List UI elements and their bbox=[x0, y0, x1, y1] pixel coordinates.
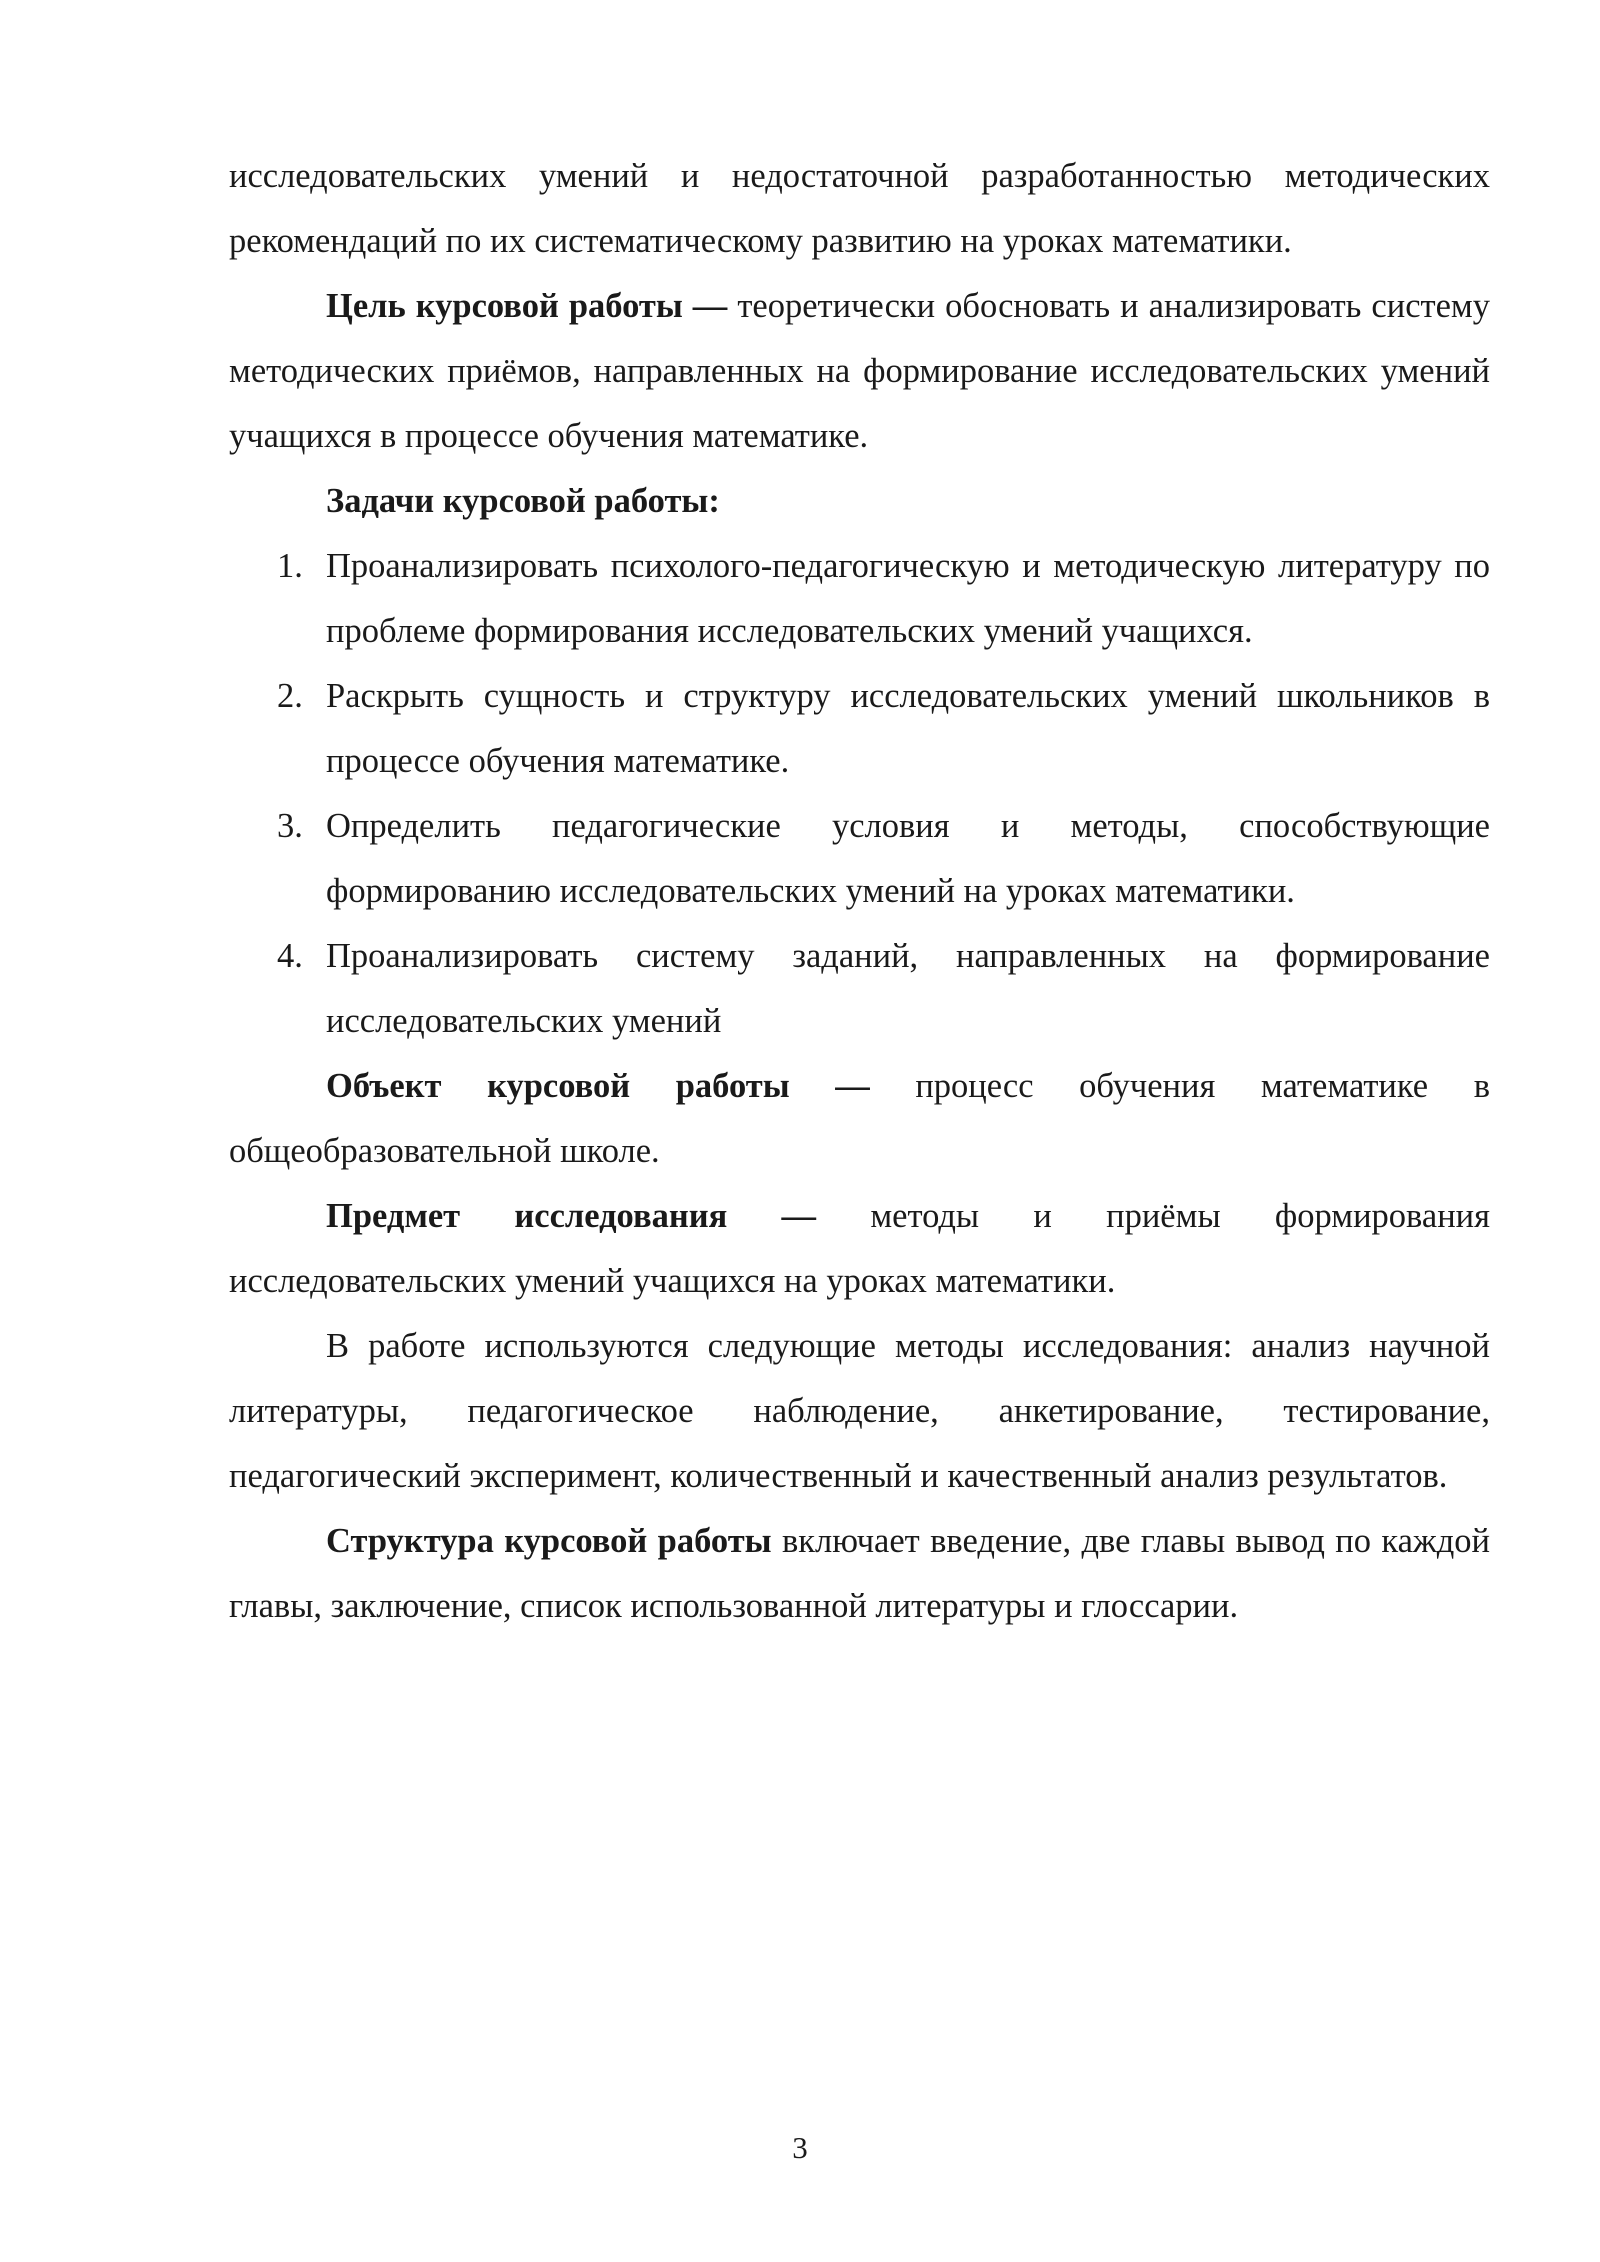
structure-label: Структура курсовой работы bbox=[326, 1522, 772, 1560]
list-item-text: Определить педагогические условия и методы, способствующие формированию исследовательских умений на уроках математики. bbox=[326, 807, 1490, 910]
list-item bbox=[229, 794, 1490, 924]
goal-label: Цель курсовой работы — bbox=[326, 287, 728, 325]
subject-label: Предмет исследования — bbox=[326, 1197, 817, 1235]
list-item bbox=[229, 924, 1490, 1054]
list-item-number: 2. bbox=[277, 677, 303, 715]
intro-continuation-paragraph: исследовательских умений и недостаточной разработанностью методических рекомендаций по их систематическому развитию на уроках математики. bbox=[229, 157, 1490, 260]
list-item bbox=[229, 664, 1490, 794]
page-body bbox=[229, 144, 1490, 1639]
subject-text: методы и приёмы формирования исследовательских умений учащихся на уроках математики. bbox=[229, 1197, 1490, 1300]
subject-paragraph bbox=[229, 1184, 1490, 1314]
list-item-text: Проанализировать систему заданий, направленных на формирование исследовательских умений bbox=[326, 937, 1490, 1040]
goal-text: теоретически обосновать и анализировать систему методических приёмов, направленных на формирование исследовательских умений учащихся в процессе обучения математике. bbox=[229, 287, 1490, 455]
list-item-number: 1. bbox=[277, 547, 303, 585]
page-number: 3 bbox=[792, 2130, 808, 2165]
object-label: Объект курсовой работы — bbox=[326, 1067, 870, 1105]
goal-paragraph bbox=[229, 274, 1490, 469]
list-item-text: Раскрыть сущность и структуру исследовательских умений школьников в процессе обучения математике. bbox=[326, 677, 1490, 780]
tasks-list bbox=[229, 534, 1490, 1054]
list-item-number: 3. bbox=[277, 807, 303, 845]
list-item-number: 4. bbox=[277, 937, 303, 975]
structure-text: включает введение, две главы вывод по каждой главы, заключение, список использованной литературы и глоссарии. bbox=[229, 1522, 1491, 1625]
list-item-text: Проанализировать психолого-педагогическую и методическую литературу по проблеме формирования исследовательских умений учащихся. bbox=[326, 547, 1490, 650]
object-paragraph bbox=[229, 1054, 1490, 1184]
structure-paragraph bbox=[229, 1509, 1490, 1639]
methods-paragraph: В работе используются следующие методы исследования: анализ научной литературы, педагогическое наблюдение, анкетирование, тестирование, педагогический эксперимент, количественный и качественный анализ результатов. bbox=[229, 1327, 1490, 1495]
object-text: процесс обучения математике в общеобразовательной школе. bbox=[229, 1067, 1490, 1170]
list-item bbox=[229, 534, 1490, 664]
tasks-heading: Задачи курсовой работы: bbox=[326, 482, 720, 520]
